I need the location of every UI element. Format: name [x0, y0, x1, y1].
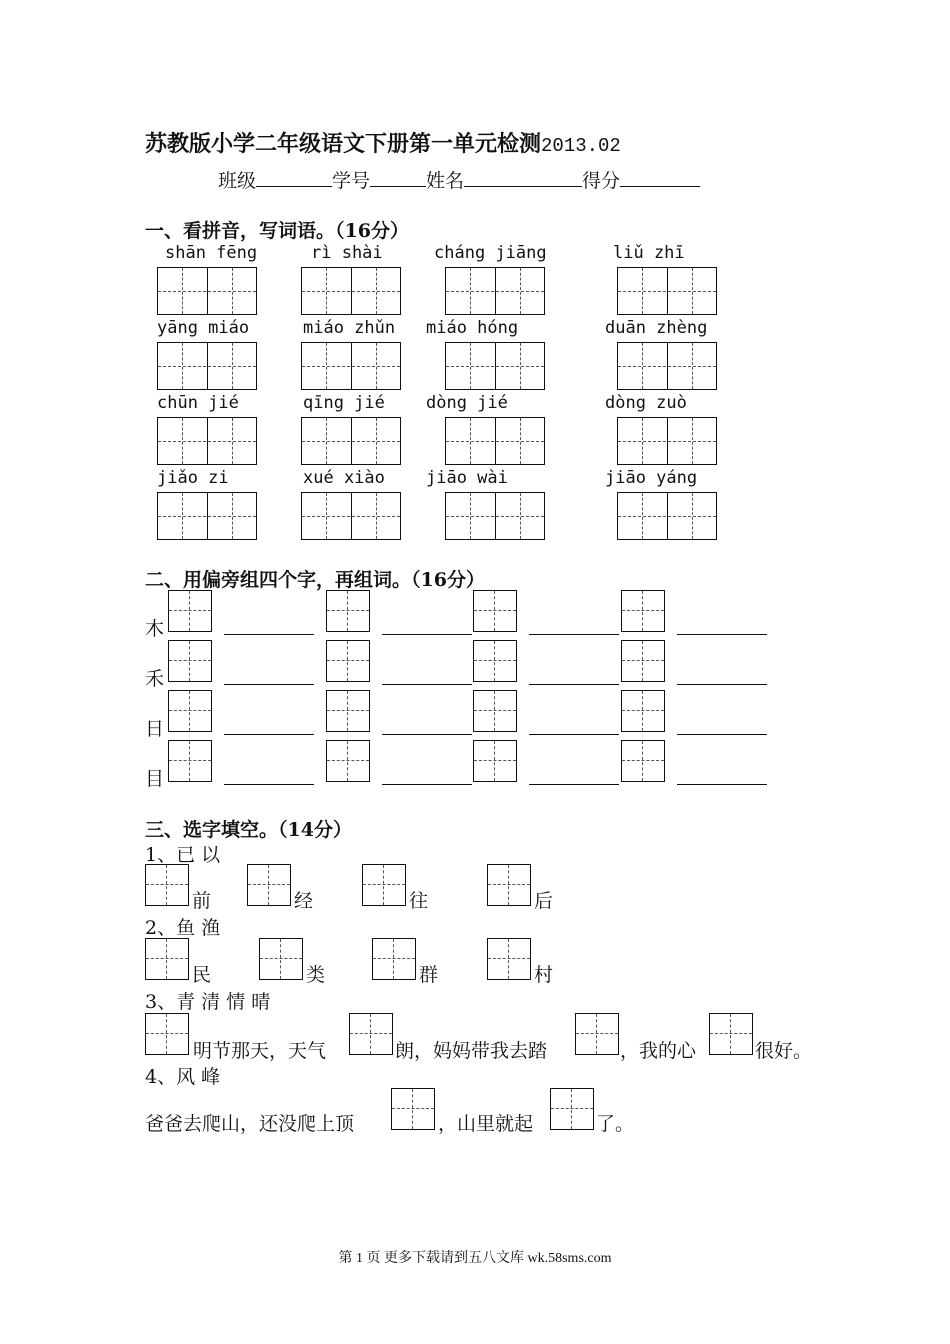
grid-guide-line [373, 958, 415, 959]
sentence-fragment: ，山里就起 [438, 1113, 534, 1135]
pinyin-label: miáo hóng [426, 318, 519, 338]
writing-grid-two-cells[interactable] [301, 342, 401, 390]
pinyin-label: qīng jié [303, 393, 385, 413]
score-label: 得分 [582, 170, 621, 192]
grid-guide-line [232, 343, 233, 389]
grid-guide-line [692, 343, 693, 389]
page-title [145, 127, 621, 158]
grid-guide-line [189, 591, 190, 631]
grid-guide-line [326, 418, 327, 464]
writing-grid-cell[interactable] [621, 640, 665, 682]
grid-guide-line [495, 343, 496, 389]
word-suffix: 类 [306, 964, 326, 986]
writing-grid-cell[interactable] [145, 1013, 189, 1055]
writing-grid-cell[interactable] [326, 640, 370, 682]
writing-grid-two-cells[interactable] [157, 417, 257, 465]
grid-guide-line [494, 741, 495, 781]
grid-guide-line [494, 691, 495, 731]
writing-grid-cell[interactable] [621, 590, 665, 632]
grid-guide-line [207, 343, 208, 389]
exam-date: 2013.02 [541, 135, 621, 157]
grid-guide-line [207, 268, 208, 314]
score-blank[interactable] [620, 168, 700, 187]
writing-grid-cell[interactable] [326, 690, 370, 732]
word-suffix: 经 [294, 890, 314, 912]
pinyin-label: cháng jiāng [434, 243, 547, 263]
pinyin-label: dòng zuò [605, 393, 687, 413]
writing-grid-two-cells[interactable] [445, 417, 545, 465]
writing-grid-cell[interactable] [575, 1013, 619, 1055]
grid-guide-line [470, 418, 471, 464]
class-blank[interactable] [256, 168, 332, 187]
grid-guide-line [412, 1089, 413, 1129]
grid-guide-line [470, 343, 471, 389]
grid-guide-line [169, 610, 211, 611]
grid-guide-line [494, 591, 495, 631]
grid-guide-line [347, 741, 348, 781]
pinyin-label: yāng miáo [157, 318, 250, 338]
number-blank[interactable] [370, 168, 426, 187]
grid-guide-line [376, 268, 377, 314]
grid-guide-line [508, 939, 509, 979]
writing-grid-two-cells[interactable] [301, 417, 401, 465]
grid-guide-line [169, 710, 211, 711]
grid-guide-line [622, 610, 664, 611]
grid-guide-line [248, 884, 290, 885]
word-suffix: 村 [534, 964, 554, 986]
sentence-fragment: 很好。 [755, 1040, 813, 1062]
grid-guide-line [495, 493, 496, 539]
answer-line[interactable] [224, 784, 314, 785]
writing-grid-cell[interactable] [145, 864, 189, 906]
page-footer: 第 1 页 更多下载请到五八文库 wk.58sms.com [338, 1251, 612, 1266]
grid-guide-line [350, 1033, 392, 1034]
grid-guide-line [327, 760, 369, 761]
word-suffix: 往 [409, 890, 429, 912]
grid-guide-line [520, 418, 521, 464]
grid-guide-line [326, 268, 327, 314]
pinyin-label: xué xiào [303, 468, 385, 488]
grid-guide-line [326, 493, 327, 539]
writing-grid-cell[interactable] [326, 590, 370, 632]
pinyin-label: jiāo yáng [605, 468, 698, 488]
grid-guide-line [494, 641, 495, 681]
grid-guide-line [169, 760, 211, 761]
grid-guide-line [182, 343, 183, 389]
student-info-line [218, 166, 700, 193]
writing-grid-two-cells[interactable] [157, 342, 257, 390]
answer-line[interactable] [382, 634, 472, 635]
grid-guide-line [376, 343, 377, 389]
writing-grid-two-cells[interactable] [157, 492, 257, 540]
title-text: 苏教版小学二年级语文下册第一单元检测 [145, 131, 542, 157]
grid-guide-line [166, 939, 167, 979]
grid-guide-line [393, 939, 394, 979]
pinyin-label: shān fēng [165, 243, 258, 263]
grid-guide-line [667, 418, 668, 464]
grid-guide-line [692, 418, 693, 464]
writing-grid-two-cells[interactable] [617, 342, 717, 390]
writing-grid-cell[interactable] [145, 938, 189, 980]
answer-line[interactable] [382, 784, 472, 785]
writing-grid-cell[interactable] [168, 740, 212, 782]
grid-guide-line [327, 610, 369, 611]
grid-guide-line [495, 418, 496, 464]
grid-guide-line [327, 660, 369, 661]
pinyin-label: duān zhèng [605, 318, 708, 338]
grid-guide-line [474, 710, 516, 711]
grid-guide-line [326, 343, 327, 389]
grid-guide-line [520, 343, 521, 389]
grid-guide-line [351, 418, 352, 464]
writing-grid-cell[interactable] [168, 590, 212, 632]
grid-guide-line [642, 493, 643, 539]
writing-grid-cell[interactable] [473, 740, 517, 782]
word-suffix: 后 [534, 890, 554, 912]
sentence-fragment: 了。 [596, 1113, 635, 1135]
grid-guide-line [642, 343, 643, 389]
pinyin-label: jiāo wài [426, 468, 508, 488]
writing-grid-cell[interactable] [372, 938, 416, 980]
answer-line[interactable] [529, 784, 619, 785]
grid-guide-line [571, 1089, 572, 1129]
answer-line[interactable] [529, 634, 619, 635]
grid-guide-line [470, 268, 471, 314]
grid-guide-line [232, 418, 233, 464]
pinyin-label: jiǎo zi [157, 468, 229, 488]
writing-grid-cell[interactable] [326, 740, 370, 782]
answer-line[interactable] [382, 684, 472, 685]
answer-line[interactable] [224, 684, 314, 685]
grid-guide-line [692, 268, 693, 314]
writing-grid-two-cells[interactable] [157, 267, 257, 315]
writing-grid-cell[interactable] [709, 1013, 753, 1055]
grid-guide-line [189, 741, 190, 781]
writing-grid-cell[interactable] [473, 590, 517, 632]
writing-grid-cell[interactable] [259, 938, 303, 980]
q4-label: 4、风 峰 [145, 1066, 221, 1088]
grid-guide-line [376, 418, 377, 464]
grid-guide-line [474, 760, 516, 761]
grid-guide-line [376, 493, 377, 539]
grid-guide-line [488, 884, 530, 885]
grid-guide-line [642, 268, 643, 314]
grid-guide-line [182, 418, 183, 464]
writing-grid-cell[interactable] [487, 864, 531, 906]
grid-guide-line [347, 591, 348, 631]
grid-guide-line [207, 493, 208, 539]
grid-guide-line [710, 1033, 752, 1034]
grid-guide-line [166, 1014, 167, 1054]
answer-line[interactable] [529, 684, 619, 685]
writing-grid-cell[interactable] [362, 864, 406, 906]
grid-guide-line [189, 641, 190, 681]
writing-grid-two-cells[interactable] [445, 342, 545, 390]
word-suffix: 民 [192, 964, 212, 986]
writing-grid-cell[interactable] [168, 640, 212, 682]
grid-guide-line [642, 741, 643, 781]
grid-guide-line [642, 591, 643, 631]
grid-guide-line [576, 1033, 618, 1034]
answer-line[interactable] [677, 634, 767, 635]
sentence-fragment: 明节那天，天气 [193, 1040, 327, 1062]
q1-label: 1、已 以 [145, 844, 221, 866]
grid-guide-line [351, 493, 352, 539]
grid-guide-line [642, 641, 643, 681]
grid-guide-line [166, 865, 167, 905]
grid-guide-line [347, 641, 348, 681]
grid-guide-line [182, 493, 183, 539]
q2-label: 2、鱼 渔 [145, 917, 221, 939]
grid-guide-line [667, 268, 668, 314]
section2-heading: 二、用偏旁组四个字，再组词。（16分） [145, 569, 485, 591]
grid-guide-line [392, 1108, 434, 1109]
grid-guide-line [474, 610, 516, 611]
radical-label: 日 [145, 718, 165, 740]
writing-grid-two-cells[interactable] [617, 492, 717, 540]
writing-grid-cell[interactable] [550, 1088, 594, 1130]
grid-guide-line [622, 710, 664, 711]
grid-guide-line [692, 493, 693, 539]
grid-guide-line [232, 268, 233, 314]
writing-grid-two-cells[interactable] [301, 492, 401, 540]
grid-guide-line [169, 660, 211, 661]
name-label: 姓名 [426, 170, 465, 192]
class-label: 班级 [218, 170, 257, 192]
section1-heading: 一、看拼音，写词语。（16分） [145, 220, 409, 242]
grid-guide-line [383, 865, 384, 905]
grid-guide-line [268, 865, 269, 905]
grid-guide-line [642, 418, 643, 464]
name-blank[interactable] [464, 168, 582, 187]
grid-guide-line [260, 958, 302, 959]
grid-guide-line [495, 268, 496, 314]
pinyin-label: liǔ zhī [613, 243, 685, 263]
answer-line[interactable] [677, 684, 767, 685]
grid-guide-line [667, 343, 668, 389]
grid-guide-line [488, 958, 530, 959]
writing-grid-cell[interactable] [168, 690, 212, 732]
writing-grid-cell[interactable] [621, 690, 665, 732]
number-label: 学号 [332, 170, 371, 192]
radical-label: 目 [145, 768, 165, 790]
grid-guide-line [470, 493, 471, 539]
radical-label: 木 [145, 618, 165, 640]
grid-guide-line [474, 660, 516, 661]
grid-guide-line [520, 493, 521, 539]
grid-guide-line [622, 660, 664, 661]
writing-grid-cell[interactable] [247, 864, 291, 906]
grid-guide-line [730, 1014, 731, 1054]
grid-guide-line [622, 760, 664, 761]
grid-guide-line [520, 268, 521, 314]
writing-grid-two-cells[interactable] [445, 267, 545, 315]
grid-guide-line [351, 268, 352, 314]
grid-guide-line [189, 691, 190, 731]
grid-guide-line [351, 343, 352, 389]
grid-guide-line [146, 1033, 188, 1034]
sentence-fragment: 爸爸去爬山，还没爬上顶 [145, 1113, 355, 1135]
writing-grid-cell[interactable] [473, 690, 517, 732]
writing-grid-two-cells[interactable] [301, 267, 401, 315]
grid-guide-line [182, 268, 183, 314]
writing-grid-two-cells[interactable] [617, 267, 717, 315]
writing-grid-cell[interactable] [621, 740, 665, 782]
answer-line[interactable] [224, 734, 314, 735]
writing-grid-two-cells[interactable] [445, 492, 545, 540]
writing-grid-two-cells[interactable] [617, 417, 717, 465]
grid-guide-line [327, 710, 369, 711]
section3-heading: 三、选字填空。（14分） [145, 819, 352, 841]
answer-line[interactable] [529, 734, 619, 735]
word-suffix: 群 [419, 964, 439, 986]
q3-label: 3、青 清 情 晴 [145, 991, 271, 1013]
radical-label: 禾 [145, 668, 165, 690]
grid-guide-line [642, 691, 643, 731]
grid-guide-line [146, 884, 188, 885]
grid-guide-line [347, 691, 348, 731]
grid-guide-line [363, 884, 405, 885]
grid-guide-line [232, 493, 233, 539]
grid-guide-line [370, 1014, 371, 1054]
grid-guide-line [667, 493, 668, 539]
grid-guide-line [551, 1108, 593, 1109]
pinyin-label: miáo zhǔn [303, 318, 396, 338]
grid-guide-line [207, 418, 208, 464]
grid-guide-line [280, 939, 281, 979]
pinyin-label: rì shài [311, 243, 383, 263]
answer-line[interactable] [382, 734, 472, 735]
writing-grid-cell[interactable] [487, 938, 531, 980]
pinyin-label: dòng jié [426, 393, 508, 413]
writing-grid-cell[interactable] [349, 1013, 393, 1055]
writing-grid-cell[interactable] [391, 1088, 435, 1130]
grid-guide-line [146, 958, 188, 959]
answer-line[interactable] [677, 734, 767, 735]
answer-line[interactable] [677, 784, 767, 785]
sentence-fragment: 朗，妈妈带我去踏 [395, 1040, 548, 1062]
answer-line[interactable] [224, 634, 314, 635]
writing-grid-cell[interactable] [473, 640, 517, 682]
grid-guide-line [596, 1014, 597, 1054]
grid-guide-line [508, 865, 509, 905]
pinyin-label: chūn jié [157, 393, 239, 413]
sentence-fragment: ，我的心 [620, 1040, 697, 1062]
word-suffix: 前 [192, 890, 212, 912]
